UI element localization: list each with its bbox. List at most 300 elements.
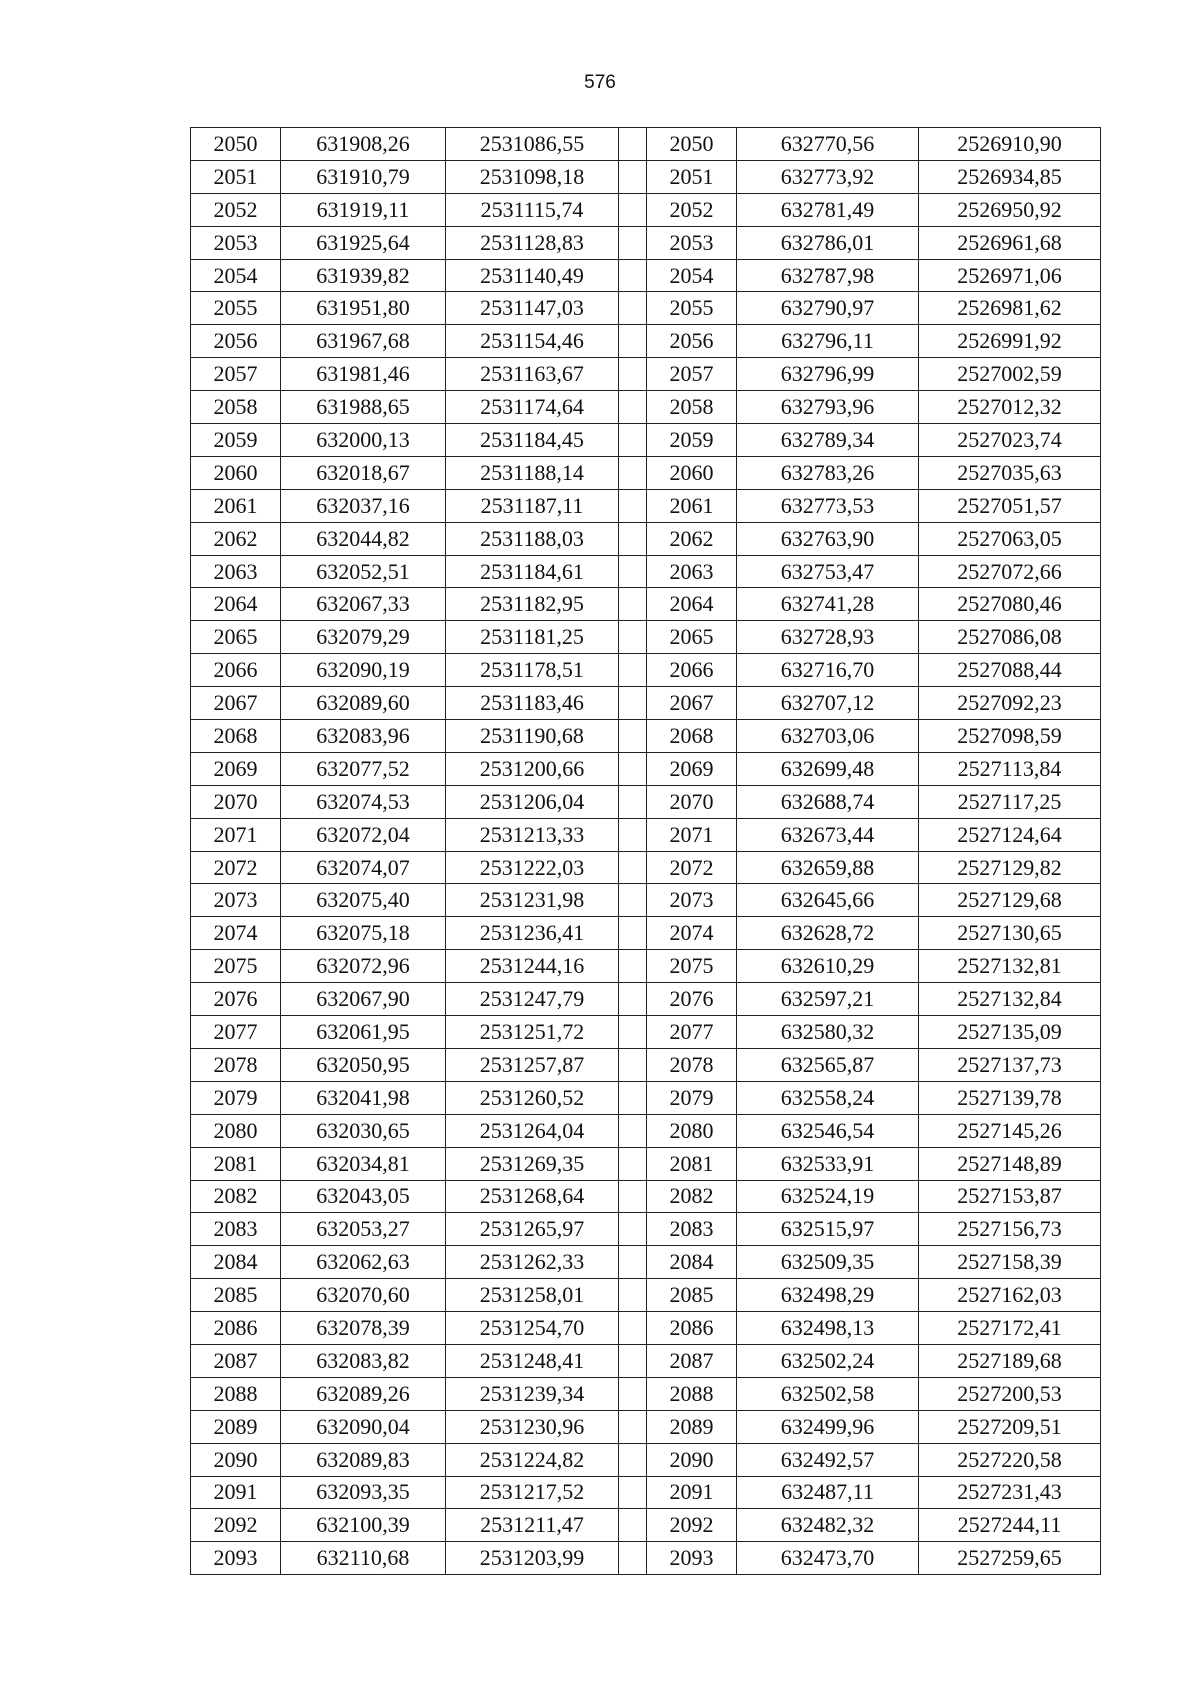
y-coordinate-left: 2531098,18 — [446, 160, 619, 193]
x-coordinate-left: 632083,96 — [281, 720, 446, 753]
y-coordinate-right: 2527244,11 — [919, 1509, 1101, 1542]
table-row — [191, 489, 1101, 522]
y-coordinate-right: 2527132,84 — [919, 983, 1101, 1016]
y-coordinate-right: 2527153,87 — [919, 1180, 1101, 1213]
point-number-right: 2086 — [647, 1312, 737, 1345]
table-row — [191, 1344, 1101, 1377]
y-coordinate-left: 2531086,55 — [446, 128, 619, 161]
point-number-left: 2066 — [191, 654, 281, 687]
x-coordinate-left: 631919,11 — [281, 193, 446, 226]
x-coordinate-left: 632072,04 — [281, 818, 446, 851]
table-row — [191, 193, 1101, 226]
point-number-left: 2079 — [191, 1081, 281, 1114]
x-coordinate-right: 632628,72 — [737, 917, 919, 950]
separator-cell — [619, 1410, 647, 1443]
separator-cell — [619, 1114, 647, 1147]
point-number-left: 2051 — [191, 160, 281, 193]
y-coordinate-right: 2527023,74 — [919, 424, 1101, 457]
y-coordinate-left: 2531224,82 — [446, 1443, 619, 1476]
point-number-right: 2059 — [647, 424, 737, 457]
point-number-right: 2071 — [647, 818, 737, 851]
x-coordinate-left: 632050,95 — [281, 1048, 446, 1081]
separator-cell — [619, 785, 647, 818]
point-number-left: 2091 — [191, 1476, 281, 1509]
separator-cell — [619, 1213, 647, 1246]
point-number-left: 2055 — [191, 292, 281, 325]
point-number-left: 2076 — [191, 983, 281, 1016]
table-row — [191, 1180, 1101, 1213]
y-coordinate-left: 2531254,70 — [446, 1312, 619, 1345]
x-coordinate-right: 632703,06 — [737, 720, 919, 753]
x-coordinate-left: 632043,05 — [281, 1180, 446, 1213]
y-coordinate-left: 2531231,98 — [446, 884, 619, 917]
point-number-left: 2081 — [191, 1147, 281, 1180]
x-coordinate-left: 632034,81 — [281, 1147, 446, 1180]
point-number-left: 2060 — [191, 456, 281, 489]
y-coordinate-right: 2526961,68 — [919, 226, 1101, 259]
y-coordinate-right: 2527080,46 — [919, 588, 1101, 621]
x-coordinate-right: 632610,29 — [737, 950, 919, 983]
point-number-left: 2061 — [191, 489, 281, 522]
point-number-right: 2065 — [647, 621, 737, 654]
point-number-left: 2092 — [191, 1509, 281, 1542]
x-coordinate-left: 632089,60 — [281, 687, 446, 720]
table-row — [191, 1279, 1101, 1312]
y-coordinate-left: 2531258,01 — [446, 1279, 619, 1312]
table-row — [191, 752, 1101, 785]
point-number-left: 2072 — [191, 851, 281, 884]
y-coordinate-left: 2531182,95 — [446, 588, 619, 621]
y-coordinate-right: 2527156,73 — [919, 1213, 1101, 1246]
table-row — [191, 1147, 1101, 1180]
y-coordinate-right: 2527137,73 — [919, 1048, 1101, 1081]
table-row — [191, 1542, 1101, 1575]
y-coordinate-left: 2531211,47 — [446, 1509, 619, 1542]
point-number-left: 2071 — [191, 818, 281, 851]
y-coordinate-right: 2526981,62 — [919, 292, 1101, 325]
table-row — [191, 983, 1101, 1016]
y-coordinate-right: 2527051,57 — [919, 489, 1101, 522]
y-coordinate-left: 2531200,66 — [446, 752, 619, 785]
point-number-left: 2086 — [191, 1312, 281, 1345]
point-number-left: 2069 — [191, 752, 281, 785]
y-coordinate-left: 2531203,99 — [446, 1542, 619, 1575]
x-coordinate-right: 632502,24 — [737, 1344, 919, 1377]
y-coordinate-left: 2531213,33 — [446, 818, 619, 851]
point-number-left: 2093 — [191, 1542, 281, 1575]
point-number-right: 2061 — [647, 489, 737, 522]
separator-cell — [619, 1509, 647, 1542]
y-coordinate-right: 2527129,68 — [919, 884, 1101, 917]
y-coordinate-left: 2531265,97 — [446, 1213, 619, 1246]
y-coordinate-left: 2531154,46 — [446, 325, 619, 358]
y-coordinate-right: 2527086,08 — [919, 621, 1101, 654]
x-coordinate-right: 632763,90 — [737, 522, 919, 555]
x-coordinate-right: 632673,44 — [737, 818, 919, 851]
separator-cell — [619, 1016, 647, 1049]
y-coordinate-left: 2531163,67 — [446, 358, 619, 391]
point-number-left: 2087 — [191, 1344, 281, 1377]
y-coordinate-right: 2527063,05 — [919, 522, 1101, 555]
x-coordinate-left: 631925,64 — [281, 226, 446, 259]
separator-cell — [619, 489, 647, 522]
y-coordinate-right: 2527231,43 — [919, 1476, 1101, 1509]
table-row — [191, 1246, 1101, 1279]
separator-cell — [619, 1048, 647, 1081]
y-coordinate-right: 2527162,03 — [919, 1279, 1101, 1312]
point-number-right: 2092 — [647, 1509, 737, 1542]
point-number-left: 2065 — [191, 621, 281, 654]
point-number-right: 2074 — [647, 917, 737, 950]
x-coordinate-right: 632781,49 — [737, 193, 919, 226]
y-coordinate-right: 2527092,23 — [919, 687, 1101, 720]
x-coordinate-right: 632773,53 — [737, 489, 919, 522]
point-number-right: 2069 — [647, 752, 737, 785]
y-coordinate-right: 2526991,92 — [919, 325, 1101, 358]
point-number-right: 2083 — [647, 1213, 737, 1246]
y-coordinate-right: 2527035,63 — [919, 456, 1101, 489]
separator-cell — [619, 193, 647, 226]
y-coordinate-left: 2531268,64 — [446, 1180, 619, 1213]
y-coordinate-left: 2531251,72 — [446, 1016, 619, 1049]
x-coordinate-right: 632773,92 — [737, 160, 919, 193]
table-row — [191, 621, 1101, 654]
x-coordinate-right: 632580,32 — [737, 1016, 919, 1049]
page-number: 576 — [584, 72, 616, 93]
table-row — [191, 588, 1101, 621]
point-number-left: 2085 — [191, 1279, 281, 1312]
separator-cell — [619, 226, 647, 259]
point-number-right: 2087 — [647, 1344, 737, 1377]
table-row — [191, 358, 1101, 391]
separator-cell — [619, 851, 647, 884]
table-row — [191, 785, 1101, 818]
y-coordinate-left: 2531128,83 — [446, 226, 619, 259]
table-row — [191, 917, 1101, 950]
point-number-right: 2068 — [647, 720, 737, 753]
y-coordinate-left: 2531188,03 — [446, 522, 619, 555]
y-coordinate-right: 2527172,41 — [919, 1312, 1101, 1345]
point-number-left: 2056 — [191, 325, 281, 358]
x-coordinate-right: 632546,54 — [737, 1114, 919, 1147]
point-number-right: 2070 — [647, 785, 737, 818]
x-coordinate-right: 632487,11 — [737, 1476, 919, 1509]
separator-cell — [619, 752, 647, 785]
point-number-left: 2052 — [191, 193, 281, 226]
separator-cell — [619, 1542, 647, 1575]
point-number-left: 2067 — [191, 687, 281, 720]
x-coordinate-left: 631981,46 — [281, 358, 446, 391]
table-row — [191, 1048, 1101, 1081]
y-coordinate-right: 2527002,59 — [919, 358, 1101, 391]
x-coordinate-right: 632796,99 — [737, 358, 919, 391]
point-number-right: 2075 — [647, 950, 737, 983]
x-coordinate-right: 632565,87 — [737, 1048, 919, 1081]
separator-cell — [619, 1279, 647, 1312]
point-number-left: 2063 — [191, 555, 281, 588]
separator-cell — [619, 621, 647, 654]
point-number-right: 2085 — [647, 1279, 737, 1312]
y-coordinate-right: 2527135,09 — [919, 1016, 1101, 1049]
separator-cell — [619, 588, 647, 621]
y-coordinate-right: 2527259,65 — [919, 1542, 1101, 1575]
y-coordinate-right: 2527098,59 — [919, 720, 1101, 753]
point-number-left: 2059 — [191, 424, 281, 457]
y-coordinate-right: 2527145,26 — [919, 1114, 1101, 1147]
x-coordinate-left: 631939,82 — [281, 259, 446, 292]
table-row — [191, 292, 1101, 325]
x-coordinate-left: 632090,04 — [281, 1410, 446, 1443]
table-row — [191, 424, 1101, 457]
table-row — [191, 950, 1101, 983]
y-coordinate-right: 2527139,78 — [919, 1081, 1101, 1114]
point-number-right: 2053 — [647, 226, 737, 259]
table-row — [191, 1312, 1101, 1345]
separator-cell — [619, 818, 647, 851]
point-number-right: 2076 — [647, 983, 737, 1016]
x-coordinate-left: 632075,18 — [281, 917, 446, 950]
x-coordinate-right: 632753,47 — [737, 555, 919, 588]
y-coordinate-left: 2531248,41 — [446, 1344, 619, 1377]
separator-cell — [619, 983, 647, 1016]
x-coordinate-right: 632482,32 — [737, 1509, 919, 1542]
separator-cell — [619, 456, 647, 489]
point-number-left: 2090 — [191, 1443, 281, 1476]
point-number-left: 2073 — [191, 884, 281, 917]
x-coordinate-right: 632473,70 — [737, 1542, 919, 1575]
separator-cell — [619, 325, 647, 358]
x-coordinate-left: 632074,53 — [281, 785, 446, 818]
table-row — [191, 226, 1101, 259]
y-coordinate-right: 2527158,39 — [919, 1246, 1101, 1279]
x-coordinate-right: 632515,97 — [737, 1213, 919, 1246]
x-coordinate-right: 632492,57 — [737, 1443, 919, 1476]
x-coordinate-right: 632770,56 — [737, 128, 919, 161]
table-row — [191, 687, 1101, 720]
x-coordinate-left: 632079,29 — [281, 621, 446, 654]
separator-cell — [619, 1312, 647, 1345]
x-coordinate-left: 632110,68 — [281, 1542, 446, 1575]
point-number-right: 2067 — [647, 687, 737, 720]
x-coordinate-right: 632502,58 — [737, 1377, 919, 1410]
x-coordinate-left: 631910,79 — [281, 160, 446, 193]
table-body — [191, 128, 1101, 1575]
table-row — [191, 325, 1101, 358]
separator-cell — [619, 950, 647, 983]
y-coordinate-right: 2527200,53 — [919, 1377, 1101, 1410]
point-number-right: 2078 — [647, 1048, 737, 1081]
x-coordinate-right: 632786,01 — [737, 226, 919, 259]
y-coordinate-left: 2531188,14 — [446, 456, 619, 489]
table-row — [191, 128, 1101, 161]
x-coordinate-left: 632044,82 — [281, 522, 446, 555]
point-number-right: 2057 — [647, 358, 737, 391]
x-coordinate-right: 632509,35 — [737, 1246, 919, 1279]
y-coordinate-right: 2527148,89 — [919, 1147, 1101, 1180]
point-number-left: 2064 — [191, 588, 281, 621]
y-coordinate-left: 2531174,64 — [446, 391, 619, 424]
separator-cell — [619, 1443, 647, 1476]
table-row — [191, 1410, 1101, 1443]
x-coordinate-right: 632597,21 — [737, 983, 919, 1016]
x-coordinate-right: 632498,13 — [737, 1312, 919, 1345]
point-number-right: 2093 — [647, 1542, 737, 1575]
point-number-right: 2090 — [647, 1443, 737, 1476]
point-number-left: 2070 — [191, 785, 281, 818]
x-coordinate-left: 631908,26 — [281, 128, 446, 161]
y-coordinate-left: 2531244,16 — [446, 950, 619, 983]
table-row — [191, 160, 1101, 193]
x-coordinate-left: 632052,51 — [281, 555, 446, 588]
y-coordinate-right: 2526950,92 — [919, 193, 1101, 226]
x-coordinate-right: 632793,96 — [737, 391, 919, 424]
coordinates-table — [190, 127, 1101, 1575]
point-number-right: 2091 — [647, 1476, 737, 1509]
point-number-right: 2082 — [647, 1180, 737, 1213]
point-number-left: 2054 — [191, 259, 281, 292]
y-coordinate-left: 2531206,04 — [446, 785, 619, 818]
x-coordinate-left: 632090,19 — [281, 654, 446, 687]
x-coordinate-left: 632075,40 — [281, 884, 446, 917]
point-number-left: 2080 — [191, 1114, 281, 1147]
table-row — [191, 1509, 1101, 1542]
point-number-right: 2079 — [647, 1081, 737, 1114]
point-number-left: 2074 — [191, 917, 281, 950]
table-row — [191, 884, 1101, 917]
point-number-left: 2057 — [191, 358, 281, 391]
y-coordinate-left: 2531183,46 — [446, 687, 619, 720]
separator-cell — [619, 391, 647, 424]
x-coordinate-left: 632083,82 — [281, 1344, 446, 1377]
table-row — [191, 1213, 1101, 1246]
table-row — [191, 1016, 1101, 1049]
y-coordinate-left: 2531140,49 — [446, 259, 619, 292]
table-row — [191, 259, 1101, 292]
y-coordinate-left: 2531187,11 — [446, 489, 619, 522]
table-row — [191, 555, 1101, 588]
point-number-right: 2077 — [647, 1016, 737, 1049]
point-number-left: 2089 — [191, 1410, 281, 1443]
table-row — [191, 456, 1101, 489]
separator-cell — [619, 522, 647, 555]
separator-cell — [619, 292, 647, 325]
table-row — [191, 1377, 1101, 1410]
separator-cell — [619, 1344, 647, 1377]
x-coordinate-right: 632699,48 — [737, 752, 919, 785]
x-coordinate-right: 632790,97 — [737, 292, 919, 325]
x-coordinate-left: 632089,83 — [281, 1443, 446, 1476]
point-number-right: 2051 — [647, 160, 737, 193]
y-coordinate-right: 2526934,85 — [919, 160, 1101, 193]
y-coordinate-left: 2531184,45 — [446, 424, 619, 457]
separator-cell — [619, 160, 647, 193]
separator-cell — [619, 1476, 647, 1509]
point-number-right: 2080 — [647, 1114, 737, 1147]
separator-cell — [619, 358, 647, 391]
separator-cell — [619, 1180, 647, 1213]
point-number-left: 2083 — [191, 1213, 281, 1246]
point-number-right: 2088 — [647, 1377, 737, 1410]
point-number-right: 2055 — [647, 292, 737, 325]
x-coordinate-left: 632061,95 — [281, 1016, 446, 1049]
y-coordinate-left: 2531257,87 — [446, 1048, 619, 1081]
y-coordinate-right: 2526910,90 — [919, 128, 1101, 161]
point-number-left: 2077 — [191, 1016, 281, 1049]
table-row — [191, 391, 1101, 424]
y-coordinate-right: 2527072,66 — [919, 555, 1101, 588]
point-number-left: 2053 — [191, 226, 281, 259]
table-row — [191, 720, 1101, 753]
separator-cell — [619, 720, 647, 753]
x-coordinate-left: 632053,27 — [281, 1213, 446, 1246]
x-coordinate-right: 632645,66 — [737, 884, 919, 917]
point-number-right: 2050 — [647, 128, 737, 161]
x-coordinate-right: 632728,93 — [737, 621, 919, 654]
y-coordinate-left: 2531190,68 — [446, 720, 619, 753]
point-number-right: 2062 — [647, 522, 737, 555]
table-row — [191, 1081, 1101, 1114]
y-coordinate-left: 2531222,03 — [446, 851, 619, 884]
point-number-right: 2052 — [647, 193, 737, 226]
y-coordinate-right: 2527124,64 — [919, 818, 1101, 851]
point-number-right: 2063 — [647, 555, 737, 588]
separator-cell — [619, 917, 647, 950]
point-number-right: 2072 — [647, 851, 737, 884]
x-coordinate-left: 632067,33 — [281, 588, 446, 621]
y-coordinate-left: 2531184,61 — [446, 555, 619, 588]
separator-cell — [619, 259, 647, 292]
x-coordinate-left: 632072,96 — [281, 950, 446, 983]
separator-cell — [619, 128, 647, 161]
point-number-right: 2064 — [647, 588, 737, 621]
separator-cell — [619, 1147, 647, 1180]
x-coordinate-left: 631988,65 — [281, 391, 446, 424]
x-coordinate-left: 632093,35 — [281, 1476, 446, 1509]
x-coordinate-right: 632499,96 — [737, 1410, 919, 1443]
x-coordinate-right: 632524,19 — [737, 1180, 919, 1213]
x-coordinate-left: 632070,60 — [281, 1279, 446, 1312]
x-coordinate-left: 632062,63 — [281, 1246, 446, 1279]
x-coordinate-right: 632789,34 — [737, 424, 919, 457]
point-number-left: 2084 — [191, 1246, 281, 1279]
y-coordinate-right: 2527113,84 — [919, 752, 1101, 785]
separator-cell — [619, 1246, 647, 1279]
y-coordinate-left: 2531178,51 — [446, 654, 619, 687]
x-coordinate-left: 632078,39 — [281, 1312, 446, 1345]
x-coordinate-left: 632030,65 — [281, 1114, 446, 1147]
point-number-right: 2058 — [647, 391, 737, 424]
y-coordinate-left: 2531260,52 — [446, 1081, 619, 1114]
y-coordinate-right: 2527220,58 — [919, 1443, 1101, 1476]
x-coordinate-left: 631951,80 — [281, 292, 446, 325]
separator-cell — [619, 1377, 647, 1410]
y-coordinate-right: 2527209,51 — [919, 1410, 1101, 1443]
x-coordinate-right: 632741,28 — [737, 588, 919, 621]
y-coordinate-right: 2527088,44 — [919, 654, 1101, 687]
x-coordinate-right: 632498,29 — [737, 1279, 919, 1312]
x-coordinate-left: 632077,52 — [281, 752, 446, 785]
separator-cell — [619, 424, 647, 457]
x-coordinate-right: 632533,91 — [737, 1147, 919, 1180]
x-coordinate-left: 631967,68 — [281, 325, 446, 358]
separator-cell — [619, 555, 647, 588]
y-coordinate-right: 2526971,06 — [919, 259, 1101, 292]
point-number-left: 2075 — [191, 950, 281, 983]
x-coordinate-right: 632688,74 — [737, 785, 919, 818]
x-coordinate-left: 632089,26 — [281, 1377, 446, 1410]
table-row — [191, 522, 1101, 555]
x-coordinate-left: 632000,13 — [281, 424, 446, 457]
